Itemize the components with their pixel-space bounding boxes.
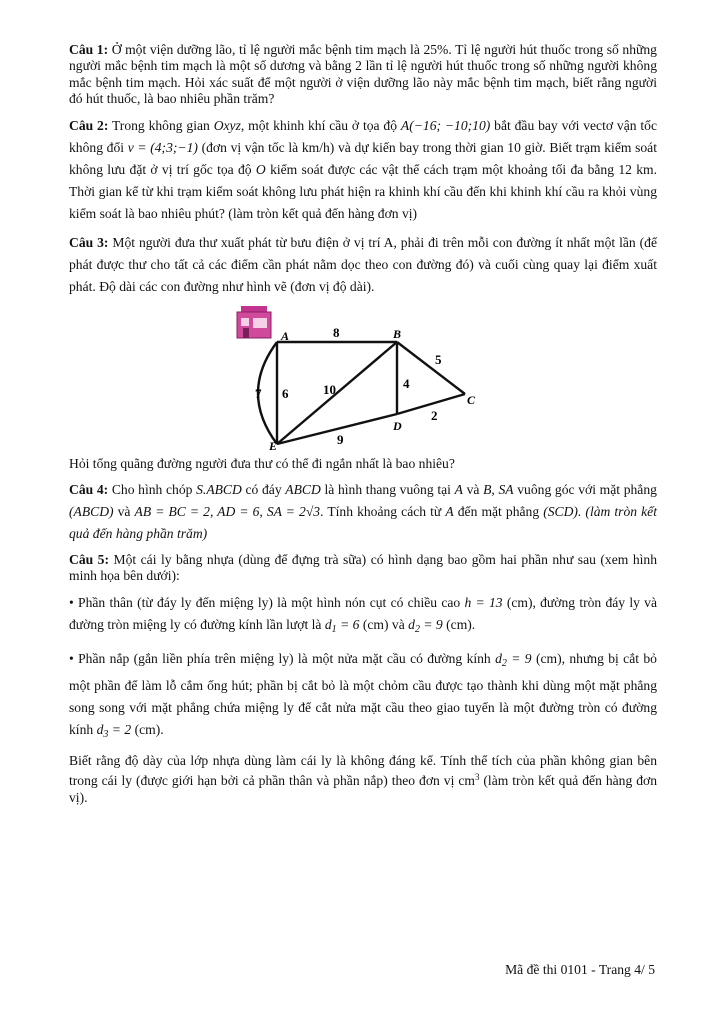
node-label-b: B xyxy=(393,326,402,341)
math-expr: Oxyz xyxy=(213,117,241,133)
question-label: Câu 2: xyxy=(69,117,109,133)
question-5 xyxy=(69,552,657,585)
math-value: = 9 xyxy=(419,616,443,632)
math-subscript: 2 xyxy=(414,623,420,635)
question-label: Câu 3: xyxy=(69,234,109,250)
question-text: (cm). xyxy=(134,721,164,737)
question-text: kiểm soát được các vật thể cách trạm một khoảng tối đa bằng 12 km. Thời gian kể từ khi trạm kiểm soát không lưu phát hiện ra khinh khí cầu đến khi khinh khí cầu ra khỏi vùng kiểm soát là bao nhiêu phút? (làm tròn kết quả đến hàng đơn vị) xyxy=(69,161,657,221)
math-expr: S.ABCD xyxy=(196,482,242,498)
question-text: (cm), nhưng bị cắt bỏ một phần để làm lỗ cắm ống hút; phần bị cắt bỏ là một chỏm cầu được tạo thành khi dùng một mặt phẳng song song với mặt phẳng chứa miệng ly để cắt nửa mặt cầu theo giao tuyến là một đường tròn có đường kính xyxy=(69,650,657,737)
question-text: , xyxy=(491,482,495,498)
question-3-ask xyxy=(69,456,657,472)
math-expr: SA xyxy=(498,482,514,498)
question-text: • Phần thân (từ đáy ly đến miệng ly) là một hình nón cụt có chiều cao xyxy=(69,594,461,610)
question-3 xyxy=(69,232,657,298)
question-text: . Tính khoảng cách từ xyxy=(320,504,442,520)
node-label-e: E xyxy=(269,438,278,450)
math-expr xyxy=(324,616,360,635)
math-expr xyxy=(408,616,443,635)
math-subscript: 1 xyxy=(331,623,337,635)
math-expr: A xyxy=(445,504,454,520)
question-text: (cm), đường tròn đáy ly và đường tròn miệng ly có đường kính lần lượt là xyxy=(69,594,658,632)
math-expr xyxy=(495,650,532,669)
question-text: • Phần nắp (gắn liền phía trên miệng ly) là một nửa mặt cầu có đường kính xyxy=(69,650,491,666)
question-text: có đáy xyxy=(245,482,282,498)
math-expr: B xyxy=(483,482,492,498)
math-subscript: 2 xyxy=(501,657,507,669)
question-text: Một cái ly bằng nhựa (dùng để đựng trà sữa) có hình dạng bao gồm hai phần như sau (xem hình minh họa bên dưới): xyxy=(69,552,657,584)
math-value: = 2 xyxy=(108,721,132,737)
edge-weight-ed: 9 xyxy=(337,431,344,447)
question-text: Cho hình chóp xyxy=(111,482,193,498)
question-text: Hỏi tổng quãng đường người đưa thư có thể đi ngắn nhất là bao nhiêu? xyxy=(69,455,455,471)
math-expr: (ABCD) xyxy=(69,504,114,520)
edge-weight-ab: 8 xyxy=(333,324,340,340)
question-text: (cm). xyxy=(446,616,476,632)
math-expr: (SCD) xyxy=(543,504,578,520)
question-text: , một khinh khí cầu ở tọa độ xyxy=(240,117,398,133)
question-text: Ở một viện dưỡng lão, tỉ lệ người mắc bệnh tim mạch là 25%. Tỉ lệ người hút thuốc trong số những người mắc bệnh tim mạch là một số dương và bằng 2 lần tỉ lệ người hút thuốc trong số những người không mắc bệnh tim mạch. Hỏi xác suất để một người ở viện dưỡng lão này mắc bệnh tim mạch, biết rằng người đó hút thuốc, là bao nhiêu phần trăm? xyxy=(69,42,657,107)
question-2 xyxy=(69,115,657,225)
math-value: = 9 xyxy=(506,650,532,666)
question-1 xyxy=(69,42,657,108)
math-expr: AB = BC = 2, AD = 6, SA = 2√3 xyxy=(134,504,321,520)
question-5-body-part xyxy=(69,592,657,641)
math-expr: A(−16; −10;10) xyxy=(400,117,491,133)
math-value: = 6 xyxy=(336,616,360,632)
math-expr: A xyxy=(454,482,463,498)
question-text: . (làm tròn kết quả đến hàng phần trăm) xyxy=(69,504,657,542)
math-symbol: d xyxy=(495,650,502,666)
node-label-d: D xyxy=(393,418,402,433)
math-expr: O xyxy=(255,161,266,177)
question-text: là hình thang vuông tại xyxy=(324,482,451,498)
edge-weight-bc: 5 xyxy=(435,351,442,367)
node-label-a: A xyxy=(281,328,290,343)
question-label: Câu 5: xyxy=(69,552,109,568)
post-office-icon xyxy=(237,306,271,338)
edge-weight-cd: 2 xyxy=(431,407,438,423)
math-expr: ABCD xyxy=(285,482,321,498)
question-text: (đơn vị vận tốc là km/h) và dự kiến bay trong thời gian 10 giờ. Biết trạm kiểm soát không lưu đặt ở vị trí gốc tọa độ xyxy=(69,139,657,177)
edge-weight-bd: 4 xyxy=(403,375,410,391)
edge-weight-ae-arc: 7 xyxy=(255,385,262,401)
question-text: bắt đầu bay với vectơ vận tốc không đổi xyxy=(69,117,657,155)
math-symbol: d xyxy=(324,616,332,632)
question-label: Câu 1: xyxy=(69,42,109,57)
question-text: Một người đưa thư xuất phát từ bưu điện ở vị trí A, phải đi trên mỗi con đường ít nhất một lần (để phát được thư cho tất cả các điểm cần phát nằm dọc theo con đường đó) và cuối cùng quay lại điểm xuất phát. Độ dài các con đường như hình vẽ (đơn vị độ dài). xyxy=(69,234,657,294)
math-symbol: d xyxy=(408,616,415,632)
math-expr xyxy=(96,721,132,740)
question-text: đến mặt phẳng xyxy=(457,504,540,520)
question-label: Câu 4: xyxy=(69,482,109,498)
question-text: và xyxy=(466,482,480,498)
node-label-c: C xyxy=(467,392,476,407)
page-footer: Mã đề thi 0101 - Trang 4/ 5 xyxy=(505,962,655,977)
question-text: (cm) và xyxy=(362,616,405,632)
edge-weight-eb: 10 xyxy=(323,381,336,397)
edge-weight-ae-straight: 6 xyxy=(282,385,289,401)
math-subscript: 3 xyxy=(103,728,109,740)
question-5-lid-part xyxy=(69,648,657,746)
question-text: vuông góc với mặt phẳng xyxy=(517,482,657,498)
page-content xyxy=(69,42,657,813)
question-text: và xyxy=(117,504,131,520)
question-text: (làm tròn kết quả đến hàng đơn vị). xyxy=(69,773,658,805)
math-symbol: d xyxy=(96,721,104,737)
math-expr: h = 13 xyxy=(464,594,503,610)
question-text: Biết rằng độ dày của lớp nhựa dùng làm cái ly là không đáng kể. Tính thể tích của phần không gian bên trong cái ly (được giới hạn bởi cả phần thân và phần nắp) theo đơn vị cm xyxy=(69,752,657,789)
math-superscript: 3 xyxy=(474,772,480,783)
math-expr: v = (4;3;−1) xyxy=(127,139,198,155)
question-5-final xyxy=(69,753,657,806)
question-text: Trong không gian xyxy=(111,117,210,133)
route-graph xyxy=(235,302,495,450)
question-4 xyxy=(69,479,657,545)
graph-figure xyxy=(69,302,657,450)
